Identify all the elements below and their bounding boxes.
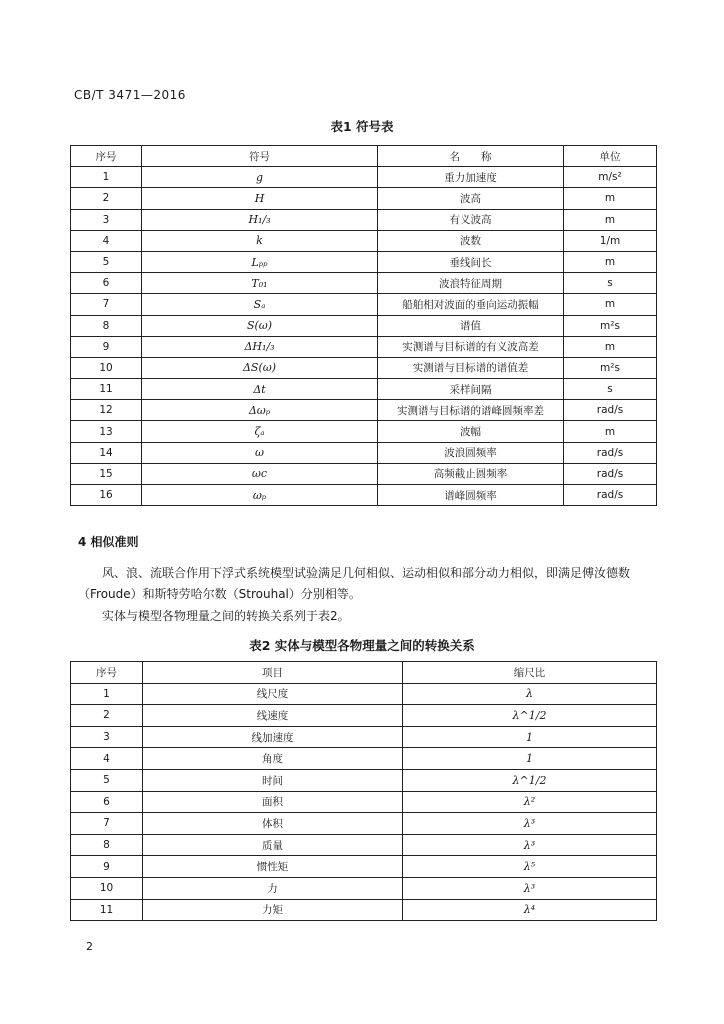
cell-index: 5 — [71, 769, 143, 791]
cell-symbol: Sₐ — [142, 294, 378, 315]
cell-index: 9 — [71, 336, 142, 357]
cell-name: 实测谱与目标谱的谱值差 — [378, 357, 564, 378]
cell-symbol: ωc — [142, 463, 378, 484]
cell-index: 12 — [71, 400, 142, 421]
cell-name: 谱值 — [378, 315, 564, 336]
cell-scale-ratio: λ — [403, 683, 657, 705]
cell-unit: rad/s — [564, 463, 657, 484]
cell-symbol: k — [142, 230, 378, 251]
cell-index: 11 — [71, 899, 143, 921]
header-index: 序号 — [71, 146, 142, 167]
cell-item: 线尺度 — [143, 683, 403, 705]
cell-index: 13 — [71, 421, 142, 442]
cell-index: 3 — [71, 726, 143, 748]
cell-symbol: ΔH₁/₃ — [142, 336, 378, 357]
cell-symbol: Δωₚ — [142, 400, 378, 421]
cell-item: 时间 — [143, 769, 403, 791]
table-row — [71, 209, 657, 230]
paragraph: 实体与模型各物理量之间的转换关系列于表2。 — [102, 609, 350, 623]
table-row — [71, 357, 657, 378]
cell-index: 1 — [71, 167, 142, 188]
cell-symbol: ω — [142, 442, 378, 463]
cell-index: 15 — [71, 463, 142, 484]
cell-name: 波幅 — [378, 421, 564, 442]
cell-index: 2 — [71, 188, 142, 209]
cell-item: 角度 — [143, 748, 403, 770]
table-row — [71, 336, 657, 357]
cell-unit: m — [564, 251, 657, 272]
cell-name: 谱峰圆频率 — [378, 485, 564, 506]
cell-item: 线加速度 — [143, 726, 403, 748]
cell-scale-ratio: λ² — [403, 791, 657, 813]
cell-unit: m/s² — [564, 167, 657, 188]
cell-symbol: Δt — [142, 379, 378, 400]
cell-name: 高频截止圆频率 — [378, 463, 564, 484]
cell-index: 14 — [71, 442, 142, 463]
cell-name: 波浪圆频率 — [378, 442, 564, 463]
cell-index: 10 — [71, 357, 142, 378]
cell-index: 9 — [71, 856, 143, 878]
cell-unit: m — [564, 336, 657, 357]
cell-scale-ratio: λ^1/2 — [403, 705, 657, 727]
cell-item: 面积 — [143, 791, 403, 813]
cell-item: 线速度 — [143, 705, 403, 727]
cell-scale-ratio: λ³ — [403, 877, 657, 899]
table-row — [71, 813, 657, 835]
table-row — [71, 877, 657, 899]
header-unit: 单位 — [564, 146, 657, 167]
cell-index: 4 — [71, 748, 143, 770]
cell-index: 2 — [71, 705, 143, 727]
cell-scale-ratio: λ³ — [403, 813, 657, 835]
cell-index: 16 — [71, 485, 142, 506]
conversion-table — [70, 661, 657, 921]
table-row — [71, 726, 657, 748]
table-row — [71, 188, 657, 209]
cell-scale-ratio: λ³ — [403, 834, 657, 856]
cell-unit: s — [564, 273, 657, 294]
table-row — [71, 294, 657, 315]
cell-unit: rad/s — [564, 400, 657, 421]
table-row — [71, 769, 657, 791]
table-row — [71, 251, 657, 272]
cell-name: 波浪特征周期 — [378, 273, 564, 294]
cell-scale-ratio: 1 — [403, 726, 657, 748]
cell-symbol: ζₐ — [142, 421, 378, 442]
table-row — [71, 315, 657, 336]
table-row — [71, 463, 657, 484]
header-name: 名 称 — [378, 146, 564, 167]
header-symbol: 符号 — [142, 146, 378, 167]
table-row — [71, 167, 657, 188]
cell-item: 力矩 — [143, 899, 403, 921]
cell-unit: m — [564, 188, 657, 209]
cell-name: 船舶相对波面的垂向运动振幅 — [378, 294, 564, 315]
cell-symbol: ωₚ — [142, 485, 378, 506]
cell-index: 8 — [71, 834, 143, 856]
table-row — [71, 683, 657, 705]
cell-unit: m — [564, 421, 657, 442]
document-code: CB/T 3471—2016 — [74, 88, 186, 102]
cell-unit: m — [564, 294, 657, 315]
cell-scale-ratio: λ⁵ — [403, 856, 657, 878]
cell-symbol: H — [142, 188, 378, 209]
cell-index: 11 — [71, 379, 142, 400]
table-header-row — [71, 146, 657, 167]
table-row — [71, 705, 657, 727]
cell-symbol: S(ω) — [142, 315, 378, 336]
cell-unit: m²s — [564, 357, 657, 378]
table-row — [71, 273, 657, 294]
cell-unit: m — [564, 209, 657, 230]
table-header-row — [71, 662, 657, 684]
table-row — [71, 834, 657, 856]
table-row — [71, 791, 657, 813]
table-row — [71, 400, 657, 421]
symbol-table — [70, 145, 657, 506]
cell-item: 力 — [143, 877, 403, 899]
cell-index: 6 — [71, 273, 142, 294]
header-item: 项目 — [143, 662, 403, 684]
cell-symbol: g — [142, 167, 378, 188]
cell-name: 有义波高 — [378, 209, 564, 230]
table-row — [71, 421, 657, 442]
cell-item: 体积 — [143, 813, 403, 835]
header-index: 序号 — [71, 662, 143, 684]
table2-caption: 表2 实体与模型各物理量之间的转换关系 — [249, 638, 475, 653]
cell-name: 垂线间长 — [378, 251, 564, 272]
cell-index: 5 — [71, 251, 142, 272]
cell-name: 波数 — [378, 230, 564, 251]
cell-item: 质量 — [143, 834, 403, 856]
table-row — [71, 230, 657, 251]
table-row — [71, 748, 657, 770]
cell-index: 7 — [71, 813, 143, 835]
table-row — [71, 485, 657, 506]
cell-index: 1 — [71, 683, 143, 705]
cell-index: 6 — [71, 791, 143, 813]
cell-unit: m²s — [564, 315, 657, 336]
cell-unit: rad/s — [564, 485, 657, 506]
page-number: 2 — [86, 940, 93, 953]
paragraph: 风、浪、流联合作用下浮式系统模型试验满足几何相似、运动相似和部分动力相似，即满足傅汝德数（Froude）和斯特劳哈尔数（Strouhal）分别相等。 — [78, 566, 631, 601]
cell-unit: 1/m — [564, 230, 657, 251]
cell-symbol: ΔS(ω) — [142, 357, 378, 378]
cell-unit: s — [564, 379, 657, 400]
header-scale-ratio: 缩尺比 — [403, 662, 657, 684]
table-row — [71, 856, 657, 878]
cell-unit: rad/s — [564, 442, 657, 463]
cell-name: 实测谱与目标谱的有义波高差 — [378, 336, 564, 357]
cell-scale-ratio: 1 — [403, 748, 657, 770]
cell-scale-ratio: λ⁴ — [403, 899, 657, 921]
cell-name: 实测谱与目标谱的谱峰圆频率差 — [378, 400, 564, 421]
table-row — [71, 379, 657, 400]
cell-index: 10 — [71, 877, 143, 899]
cell-name: 波高 — [378, 188, 564, 209]
cell-name: 重力加速度 — [378, 167, 564, 188]
cell-name: 采样间隔 — [378, 379, 564, 400]
table-row — [71, 899, 657, 921]
cell-index: 4 — [71, 230, 142, 251]
cell-symbol: T₀₁ — [142, 273, 378, 294]
section-heading: 4 相似准则 — [78, 535, 139, 549]
cell-symbol: H₁/₃ — [142, 209, 378, 230]
table-row — [71, 442, 657, 463]
cell-index: 7 — [71, 294, 142, 315]
cell-item: 惯性矩 — [143, 856, 403, 878]
cell-index: 3 — [71, 209, 142, 230]
table1-caption: 表1 符号表 — [330, 119, 394, 134]
cell-symbol: Lₚₚ — [142, 251, 378, 272]
cell-index: 8 — [71, 315, 142, 336]
cell-scale-ratio: λ^1/2 — [403, 769, 657, 791]
